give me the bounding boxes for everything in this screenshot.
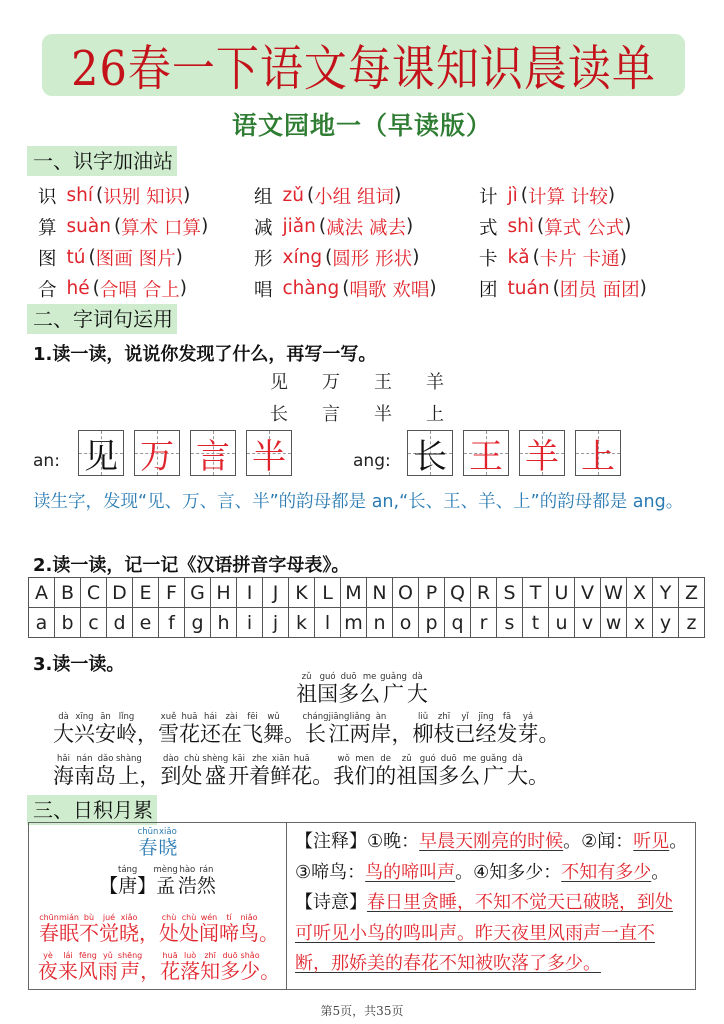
letter-cell: A <box>29 578 55 608</box>
word-char: 半 <box>374 404 392 425</box>
meaning-block <box>295 888 689 980</box>
note-text: 听见 <box>633 831 670 852</box>
example-words: 合唱 合上 <box>99 279 180 301</box>
letter-cell: L <box>315 578 341 608</box>
notes-block <box>295 827 689 888</box>
ruby-char: 岸àn <box>370 712 392 746</box>
ruby-char: 孟mèng <box>153 865 178 897</box>
ruby-char: 大dà <box>406 672 428 706</box>
reading-line-1 <box>53 712 560 748</box>
pinyin-alphabet-table <box>28 577 705 638</box>
ruby-char: 鸟niǎo <box>239 913 259 945</box>
pinyin: suàn <box>66 216 111 237</box>
word-char: 见 <box>270 372 288 393</box>
writing-box <box>463 430 509 476</box>
ruby-char: 不bù <box>79 913 99 945</box>
pinyin: tuán <box>507 278 550 299</box>
letter-cell: U <box>549 578 575 608</box>
hanzi: 图 <box>38 248 57 270</box>
ruby-char: 花huā <box>160 951 181 983</box>
letter-cell: s <box>497 608 523 638</box>
letter-cell: K <box>289 578 315 608</box>
ruby-char: 多duō <box>338 672 360 706</box>
char-entry <box>38 276 254 302</box>
note-number: ②闻： <box>581 831 634 852</box>
punctuation: 。 <box>312 764 334 788</box>
punctuation: ， <box>137 722 158 746</box>
char-entry <box>479 245 709 271</box>
letter-cell: b <box>55 608 81 638</box>
title-banner <box>42 34 685 96</box>
section-3-heading: 三、日积月累 <box>27 795 157 825</box>
letter-cell: j <box>263 608 289 638</box>
pinyin: tú <box>66 247 86 268</box>
paren-close: ) <box>619 247 627 268</box>
paren-close: ) <box>201 216 209 237</box>
note-end: 。 <box>455 861 474 883</box>
char-entry <box>254 183 479 209</box>
letter-cell: I <box>237 578 263 608</box>
letter-cell: P <box>419 578 445 608</box>
ruby-char: 发fā <box>496 712 518 746</box>
paren-open: ( <box>532 247 540 268</box>
ruby-char: 的de <box>375 754 397 788</box>
page-title: 26春一下语文每课知识晨读单 <box>71 40 656 97</box>
ang-writing-grid <box>407 430 621 476</box>
note-text: 早晨天刚亮的时候 <box>419 831 564 852</box>
word-char: 长 <box>270 404 288 425</box>
letter-cell: G <box>185 578 211 608</box>
word-row-2 <box>270 400 478 426</box>
written-char: 王 <box>469 436 503 477</box>
ruby-char: 声shēng <box>117 951 143 983</box>
finding-text: 读生字，发现“见、万、言、半”的韵母都是 an,“长、王、羊、上”的韵母都是 ang。 <box>33 492 684 512</box>
pinyin: shí <box>66 185 94 206</box>
letter-cell: R <box>471 578 497 608</box>
bracket-close: 】 <box>137 875 157 897</box>
punctuation: ， <box>140 959 161 983</box>
ruby-char: 处chù <box>159 913 179 945</box>
example-words: 减法 减去 <box>326 217 406 239</box>
letter-cell: E <box>133 578 159 608</box>
paren-open: ( <box>325 247 333 268</box>
ruby-char: 然rán <box>196 865 216 897</box>
note-number: ④知多少： <box>473 861 562 883</box>
ruby-char: 安ān <box>95 712 116 746</box>
writing-box <box>575 430 621 476</box>
letter-cell: Z <box>679 578 705 608</box>
letter-cell: f <box>159 608 185 638</box>
ruby-char: 花huā <box>179 712 200 746</box>
note-end: 。 <box>563 831 582 852</box>
ruby-char: 晓xiǎo <box>119 913 139 945</box>
letter-cell: n <box>367 608 393 638</box>
pinyin: shì <box>507 216 535 237</box>
pinyin: zǔ <box>282 185 304 206</box>
paren-open: ( <box>88 247 96 268</box>
ruby-char: 岛dǎo <box>95 754 116 788</box>
ruby-char: 闻wén <box>199 913 219 945</box>
pinyin: xíng <box>282 247 323 268</box>
paren-close: ) <box>429 278 437 299</box>
letter-cell: e <box>133 608 159 638</box>
paren-close: ) <box>639 278 647 299</box>
example-words: 计算 计较 <box>528 186 608 208</box>
ruby-char: 大dà <box>507 754 528 788</box>
note-end: 。 <box>651 861 670 883</box>
written-char: 言 <box>196 436 230 477</box>
char-entry <box>254 245 479 271</box>
example-words: 图画 图片 <box>95 248 176 270</box>
lowercase-row <box>29 608 705 638</box>
paren-open: ( <box>520 185 529 206</box>
poem-panel <box>29 823 287 989</box>
ruby-char: 么me <box>459 754 481 788</box>
letter-cell: z <box>679 608 705 638</box>
punctuation: ， <box>391 722 413 746</box>
ruby-char: 少shǎo <box>240 951 261 983</box>
letter-cell: M <box>341 578 367 608</box>
letter-cell: V <box>575 578 601 608</box>
ruby-char: 大dà <box>53 712 74 746</box>
ruby-char: 在zài <box>221 712 242 746</box>
letter-cell: r <box>471 608 497 638</box>
ruby-char: 盛shèng <box>202 754 229 788</box>
word-char: 王 <box>374 372 392 393</box>
letter-cell: y <box>653 608 679 638</box>
lesson-subtitle: 语文园地一（早读版） <box>231 111 492 140</box>
ruby-char: 晓xiǎo <box>158 827 178 859</box>
writing-box <box>407 430 453 476</box>
ruby-char: 岭lǐng <box>116 712 137 746</box>
annotation-panel <box>287 823 695 989</box>
letter-cell: u <box>549 608 575 638</box>
example-words: 算式 公式 <box>544 217 625 239</box>
punctuation: 。 <box>260 959 281 983</box>
poem-author <box>29 865 286 898</box>
writing-box <box>246 430 292 476</box>
ruby-char: 花huā <box>291 754 313 788</box>
letter-cell: Y <box>653 578 679 608</box>
ruby-char: 国guó <box>417 754 439 788</box>
hanzi: 减 <box>254 217 273 239</box>
char-row <box>38 180 718 211</box>
letter-cell: Q <box>445 578 471 608</box>
paren-close: ) <box>183 185 191 206</box>
hanzi: 卡 <box>479 248 498 270</box>
example-words: 小组 组词 <box>314 186 395 208</box>
word-char: 言 <box>322 404 340 425</box>
task-2-title: 2.读一读，记一记《汉语拼音字母表》。 <box>33 555 350 576</box>
pinyin: chàng <box>282 278 340 299</box>
punctuation: 。 <box>259 921 279 945</box>
ruby-char: 国guó <box>317 672 339 706</box>
letter-cell: C <box>81 578 107 608</box>
letter-cell: N <box>367 578 393 608</box>
ruby-char: 上shàng <box>116 754 142 788</box>
hanzi: 组 <box>254 186 273 208</box>
letter-cell: c <box>81 608 107 638</box>
note-number: ③啼鸟： <box>295 861 366 883</box>
ruby-char: 还hái <box>200 712 221 746</box>
hanzi: 计 <box>479 186 498 208</box>
written-char: 万 <box>140 436 174 477</box>
an-label: an: <box>33 451 60 471</box>
ruby-char: 浩hào <box>177 865 197 897</box>
ruby-char: 多duō <box>438 754 460 788</box>
letter-cell: J <box>263 578 289 608</box>
letter-cell: O <box>393 578 419 608</box>
paren-close: ) <box>405 216 414 237</box>
char-entry <box>254 214 479 240</box>
ruby-char: 柳liǔ <box>412 712 434 746</box>
paren-open: ( <box>537 216 545 237</box>
ruby-char: 已yǐ <box>454 712 476 746</box>
hanzi: 团 <box>479 279 498 301</box>
ruby-char: 啼tí <box>219 913 239 945</box>
ruby-char: 雪xuě <box>158 712 179 746</box>
ruby-char: 广guǎng <box>480 754 507 788</box>
note-text: 鸟的啼叫声 <box>365 861 456 883</box>
punctuation: 。 <box>528 764 549 788</box>
paren-open: ( <box>113 216 122 237</box>
ruby-char: 祖zǔ <box>396 754 418 788</box>
ruby-char: 风fēng <box>77 951 98 983</box>
ruby-char: 海hǎi <box>53 754 74 788</box>
an-writing-grid <box>78 430 292 476</box>
ruby-char: 知zhī <box>200 951 221 983</box>
note-number: ①晚： <box>367 831 420 852</box>
ruby-char: 两liǎng <box>349 712 371 746</box>
writing-box <box>134 430 180 476</box>
ruby-char: 们men <box>354 754 376 788</box>
section-2-heading: 二、字词句运用 <box>27 304 177 334</box>
ruby-char: 来lái <box>57 951 78 983</box>
ruby-char: 经jīng <box>475 712 497 746</box>
note-text: 不知有多少 <box>561 861 652 883</box>
punctuation: ， <box>139 921 159 945</box>
char-entry <box>38 245 254 271</box>
ruby-char: 飞fēi <box>242 712 263 746</box>
example-words: 圆形 形状 <box>332 248 413 270</box>
hanzi: 唱 <box>254 279 273 301</box>
poem-box <box>28 822 696 990</box>
ruby-char: 广guǎng <box>380 672 407 706</box>
ruby-char: 南nán <box>74 754 95 788</box>
ruby-char: 觉jué <box>99 913 119 945</box>
letter-cell: x <box>627 608 653 638</box>
paren-open: ( <box>552 278 560 299</box>
example-words: 识别 知识 <box>103 186 184 208</box>
poem-line-1 <box>33 913 285 946</box>
ruby-char: 雨yǔ <box>97 951 118 983</box>
letter-cell: B <box>55 578 81 608</box>
hanzi: 算 <box>38 217 57 239</box>
letter-cell: X <box>627 578 653 608</box>
written-char: 见 <box>84 436 118 477</box>
word-char: 上 <box>426 404 444 425</box>
ruby-char: 长cháng <box>302 712 329 746</box>
task-3-title: 3.读一读。 <box>33 654 125 675</box>
ruby-char: 多duō <box>220 951 241 983</box>
poem-line-2 <box>33 951 285 984</box>
meaning-label: 【诗意】 <box>295 892 367 913</box>
ruby-char: 处chù <box>179 913 199 945</box>
meaning-text: 春日里贪睡，不知不觉天已破晓，到处可听见小鸟的鸣叫声。昨天夜里风雨声一直不断，那娇美的春花不知被吹落了多少。 <box>295 892 673 974</box>
ruby-char: 江jiāng <box>328 712 350 746</box>
letter-cell: D <box>107 578 133 608</box>
ruby-char: 唐táng <box>117 865 138 897</box>
ruby-char: 舞wǔ <box>263 712 284 746</box>
word-char: 万 <box>322 372 340 393</box>
char-entry <box>479 183 709 209</box>
paren-close: ) <box>394 185 402 206</box>
letter-cell: d <box>107 608 133 638</box>
letter-cell: i <box>237 608 263 638</box>
pinyin: jì <box>507 185 518 206</box>
task-1-title: 1.读一读，说说你发现了什么，再写一写。 <box>33 344 377 365</box>
letter-cell: o <box>393 608 419 638</box>
example-words: 卡片 卡通 <box>539 248 620 270</box>
section-1-heading: 一、识字加油站 <box>27 146 177 176</box>
ruby-char: 夜yè <box>37 951 58 983</box>
ruby-char: 处chù <box>181 754 203 788</box>
hanzi: 合 <box>38 279 57 301</box>
writing-box <box>519 430 565 476</box>
paren-close: ) <box>607 185 616 206</box>
hanzi: 识 <box>38 186 57 208</box>
note-end: 。 <box>669 831 688 852</box>
paren-open: ( <box>306 185 315 206</box>
uppercase-row <box>29 578 705 608</box>
reading-line-2 <box>53 754 549 790</box>
paren-open: ( <box>318 216 327 237</box>
ruby-char: 么me <box>359 672 381 706</box>
ruby-char: 着zhe <box>249 754 271 788</box>
letter-cell: S <box>497 578 523 608</box>
letter-cell: T <box>523 578 549 608</box>
ang-label: ang: <box>353 451 391 471</box>
word-row-1 <box>270 368 478 394</box>
paren-close: ) <box>624 216 632 237</box>
written-char: 上 <box>581 436 615 477</box>
ruby-char: 芽yá <box>517 712 539 746</box>
char-entry <box>38 183 254 209</box>
example-words: 唱歌 欢唱 <box>349 279 430 301</box>
pinyin: hé <box>66 278 90 299</box>
letter-cell: p <box>419 608 445 638</box>
letter-cell: h <box>211 608 237 638</box>
writing-box <box>78 430 124 476</box>
ruby-char: 春chūn <box>137 827 159 859</box>
letter-cell: t <box>523 608 549 638</box>
letter-cell: a <box>29 608 55 638</box>
letter-cell: w <box>601 608 627 638</box>
letter-cell: F <box>159 578 185 608</box>
reading-title <box>0 672 724 708</box>
char-row <box>38 211 718 242</box>
letter-cell: v <box>575 608 601 638</box>
paren-open: ( <box>92 278 100 299</box>
punctuation: 。 <box>284 722 305 746</box>
letter-cell: k <box>289 608 315 638</box>
poem-title <box>29 827 286 860</box>
hanzi: 形 <box>254 248 273 270</box>
ruby-char: 开kāi <box>228 754 250 788</box>
ruby-char: 落luò <box>180 951 201 983</box>
char-entry <box>38 214 254 240</box>
pinyin: jiǎn <box>282 216 316 237</box>
letter-cell: m <box>341 608 367 638</box>
letter-cell: l <box>315 608 341 638</box>
letter-cell: W <box>601 578 627 608</box>
char-row <box>38 273 718 304</box>
bracket-open: 【 <box>99 875 119 897</box>
ruby-char: 鲜xiān <box>270 754 292 788</box>
ruby-char: 到dào <box>160 754 182 788</box>
punctuation: ， <box>139 764 161 788</box>
writing-box <box>190 430 236 476</box>
example-words: 团员 面团 <box>559 279 640 301</box>
character-grid <box>38 180 718 304</box>
pinyin: kǎ <box>507 247 530 268</box>
notes-label: 【注释】 <box>295 831 367 852</box>
written-char: 羊 <box>525 436 559 477</box>
ruby-char: 眠mián <box>59 913 79 945</box>
example-words: 算术 口算 <box>121 217 202 239</box>
paren-close: ) <box>412 247 420 268</box>
paren-close: ) <box>175 247 183 268</box>
written-char: 长 <box>413 436 447 477</box>
char-entry <box>479 276 709 302</box>
char-row <box>38 242 718 273</box>
page-footer: 第5页，共35页 <box>320 1004 404 1018</box>
letter-cell: g <box>185 608 211 638</box>
letter-cell: q <box>445 608 471 638</box>
ruby-char: 我wǒ <box>333 754 355 788</box>
letter-cell: H <box>211 578 237 608</box>
hanzi: 式 <box>479 217 498 239</box>
written-char: 半 <box>252 436 286 477</box>
word-char: 羊 <box>426 372 444 393</box>
paren-close: ) <box>179 278 187 299</box>
ruby-char: 春chūn <box>39 913 59 945</box>
ruby-char: 枝zhī <box>433 712 455 746</box>
paren-open: ( <box>342 278 350 299</box>
ruby-char: 祖zǔ <box>296 672 318 706</box>
ruby-char: 兴xīng <box>74 712 95 746</box>
paren-open: ( <box>96 185 104 206</box>
punctuation: 。 <box>538 722 560 746</box>
char-entry <box>254 276 479 302</box>
char-entry <box>479 214 709 240</box>
